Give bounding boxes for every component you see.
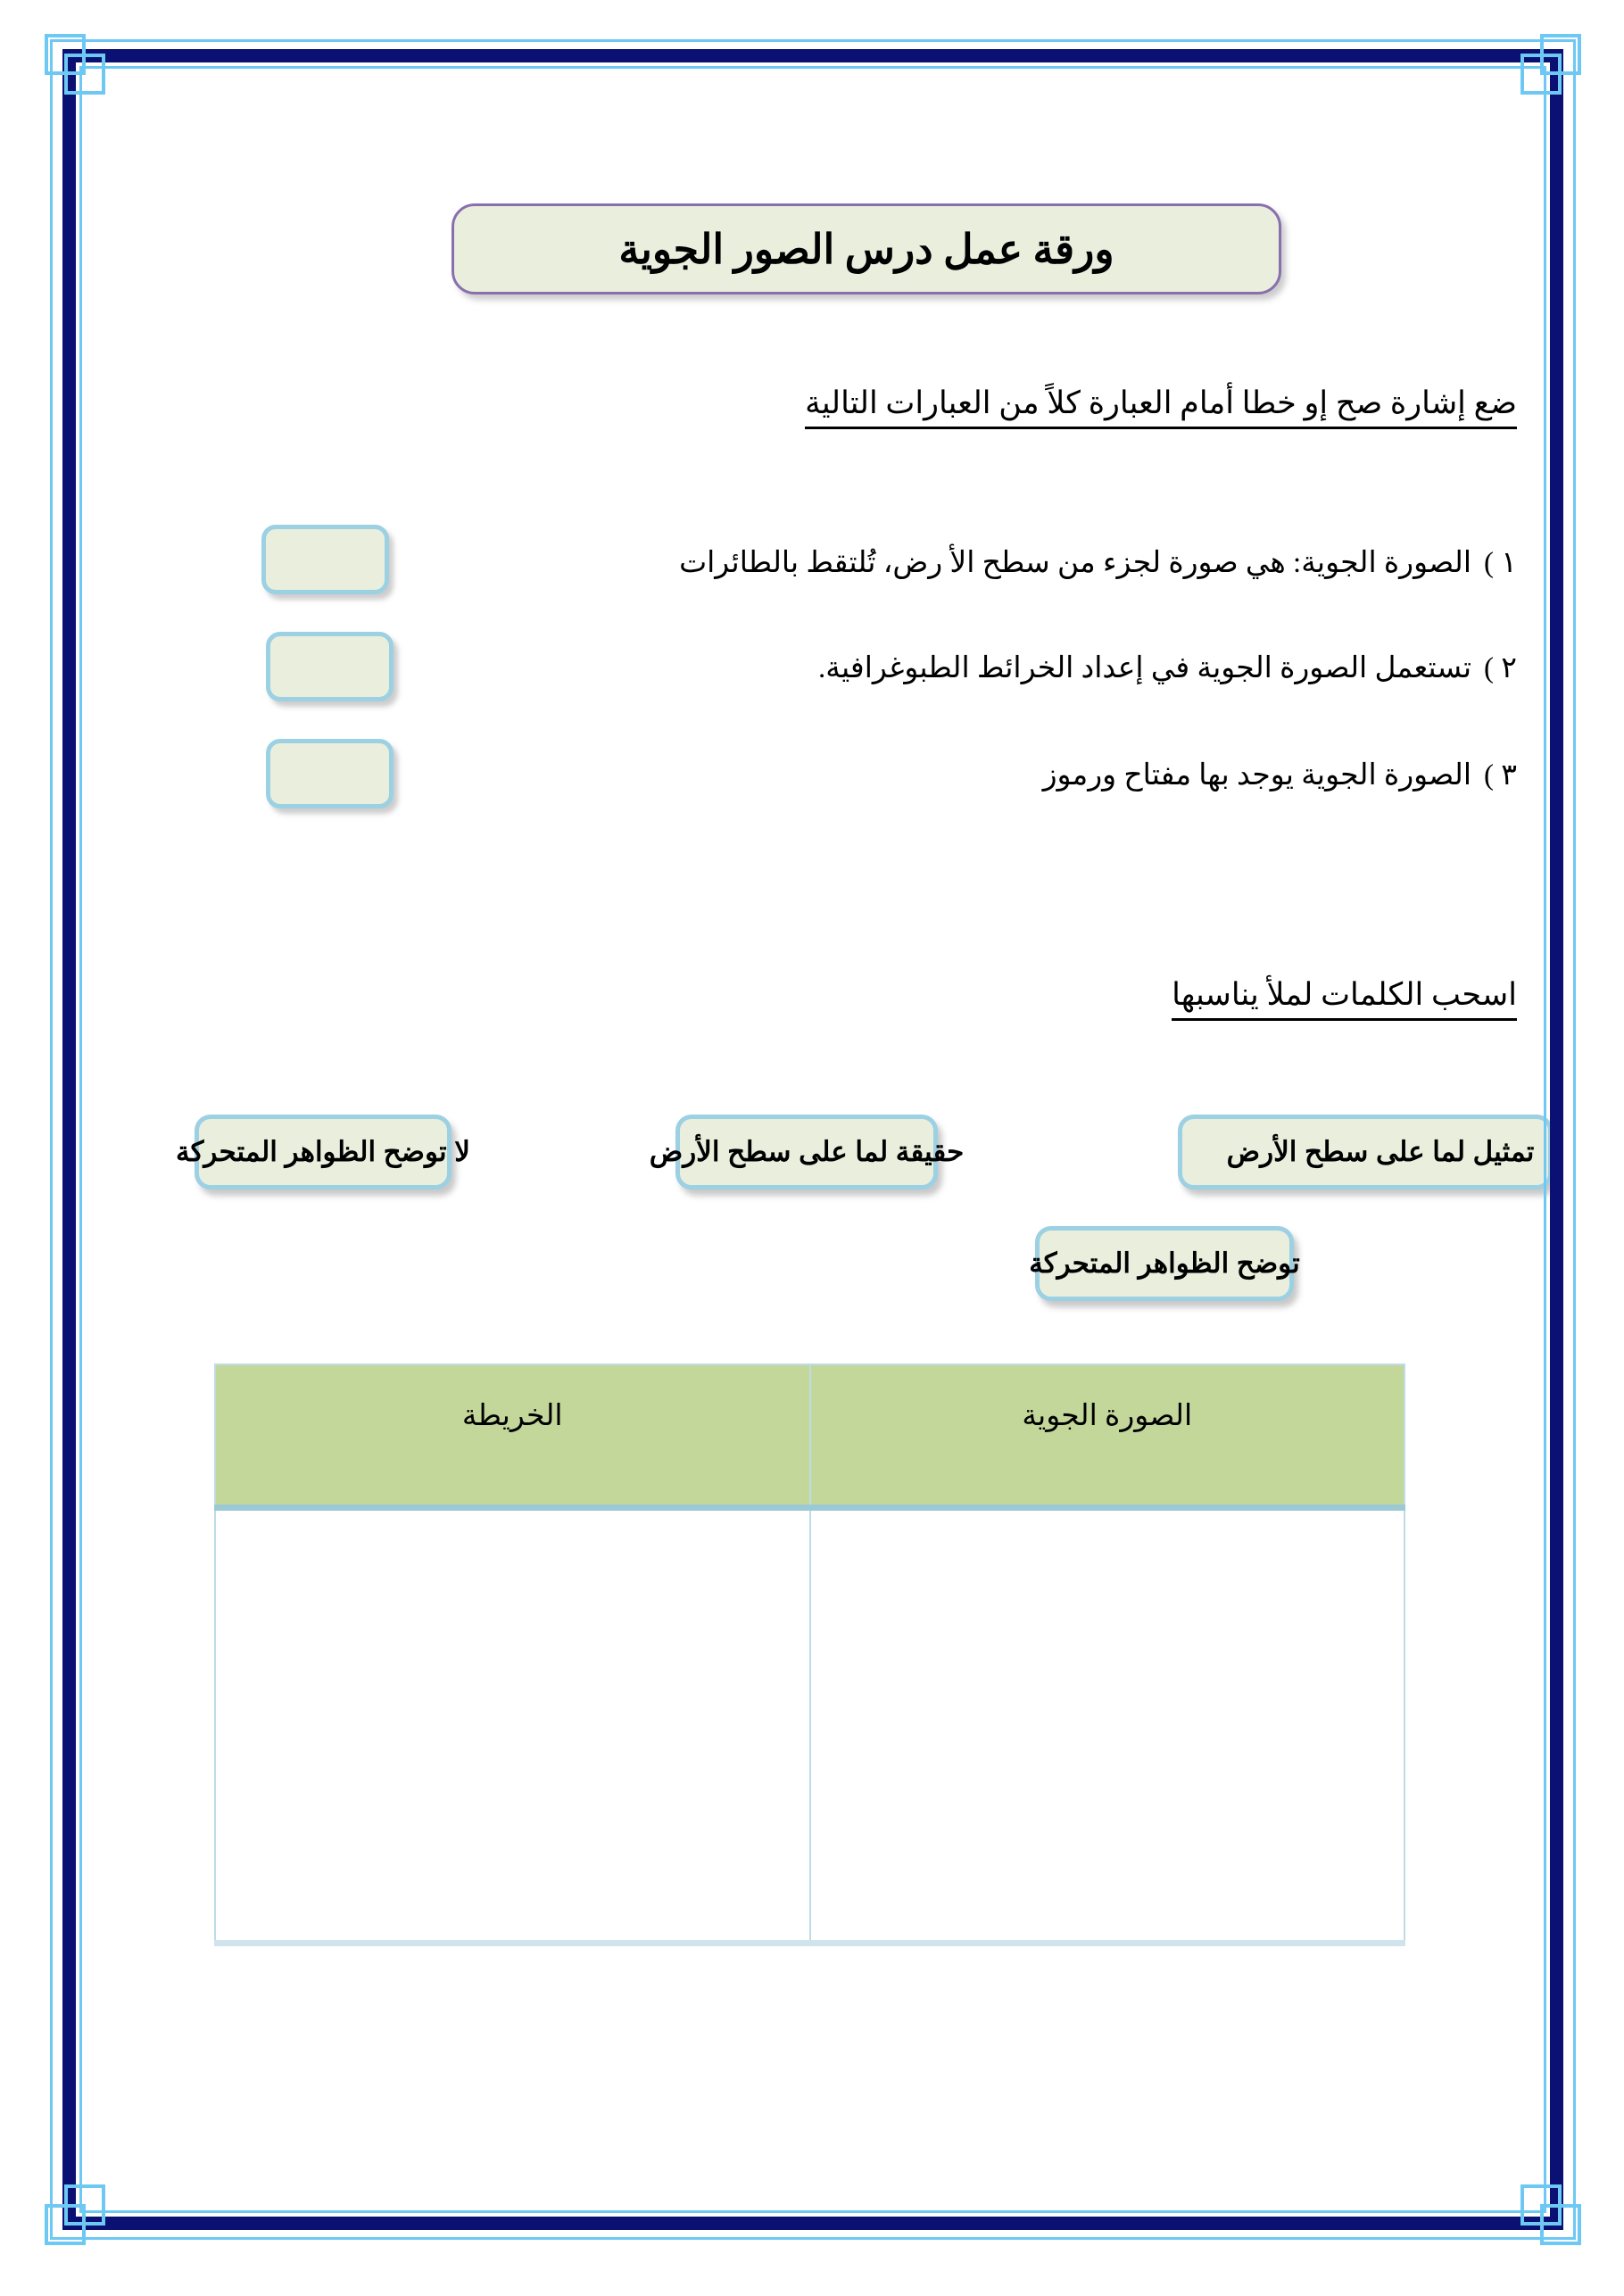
border-inner-line: [79, 66, 1546, 2213]
word-chip-label: تمثيل لما على سطح الأرض: [1226, 1136, 1535, 1167]
statement-text: الصورة الجوية يوجد بها مفتاح ورموز: [1042, 759, 1472, 792]
statement-text: تستعمل الصورة الجوية في إعداد الخرائط الطبوغرافية.: [818, 652, 1472, 684]
true-false-instruction: ضع إشارة صح إو خطا أمام العبارة كلاً من العبارات التالية: [805, 385, 1517, 429]
corner-square-icon: [1520, 2184, 1562, 2226]
table-header-aerial-photo: الصورة الجوية: [810, 1364, 1405, 1507]
corner-square-icon: [64, 2184, 105, 2226]
word-chip-label: لا توضح الظواهر المتحركة: [176, 1136, 470, 1167]
statement-number: ٢ ): [1484, 652, 1517, 684]
statement-number: ٣ ): [1484, 759, 1517, 792]
corner-square-icon: [64, 54, 105, 95]
word-chip-label: توضح الظواهر المتحركة: [1029, 1247, 1300, 1279]
word-chip-label: حقيقة لما على سطح الأرض: [649, 1136, 965, 1167]
page-title-text: ورقة عمل درس الصور الجوية: [618, 227, 1114, 272]
statement-number: ١ ): [1484, 547, 1517, 579]
drag-words-instruction: اسحب الكلمات لملأ يناسبها: [1172, 977, 1517, 1021]
decorative-page-border: [50, 39, 1576, 2240]
corner-square-icon: [1520, 54, 1562, 95]
statement-text: الصورة الجوية: هي صورة لجزء من سطح الأ رض، تُلتقط بالطائرات: [679, 547, 1472, 579]
table-header-map: الخريطة: [215, 1364, 810, 1507]
